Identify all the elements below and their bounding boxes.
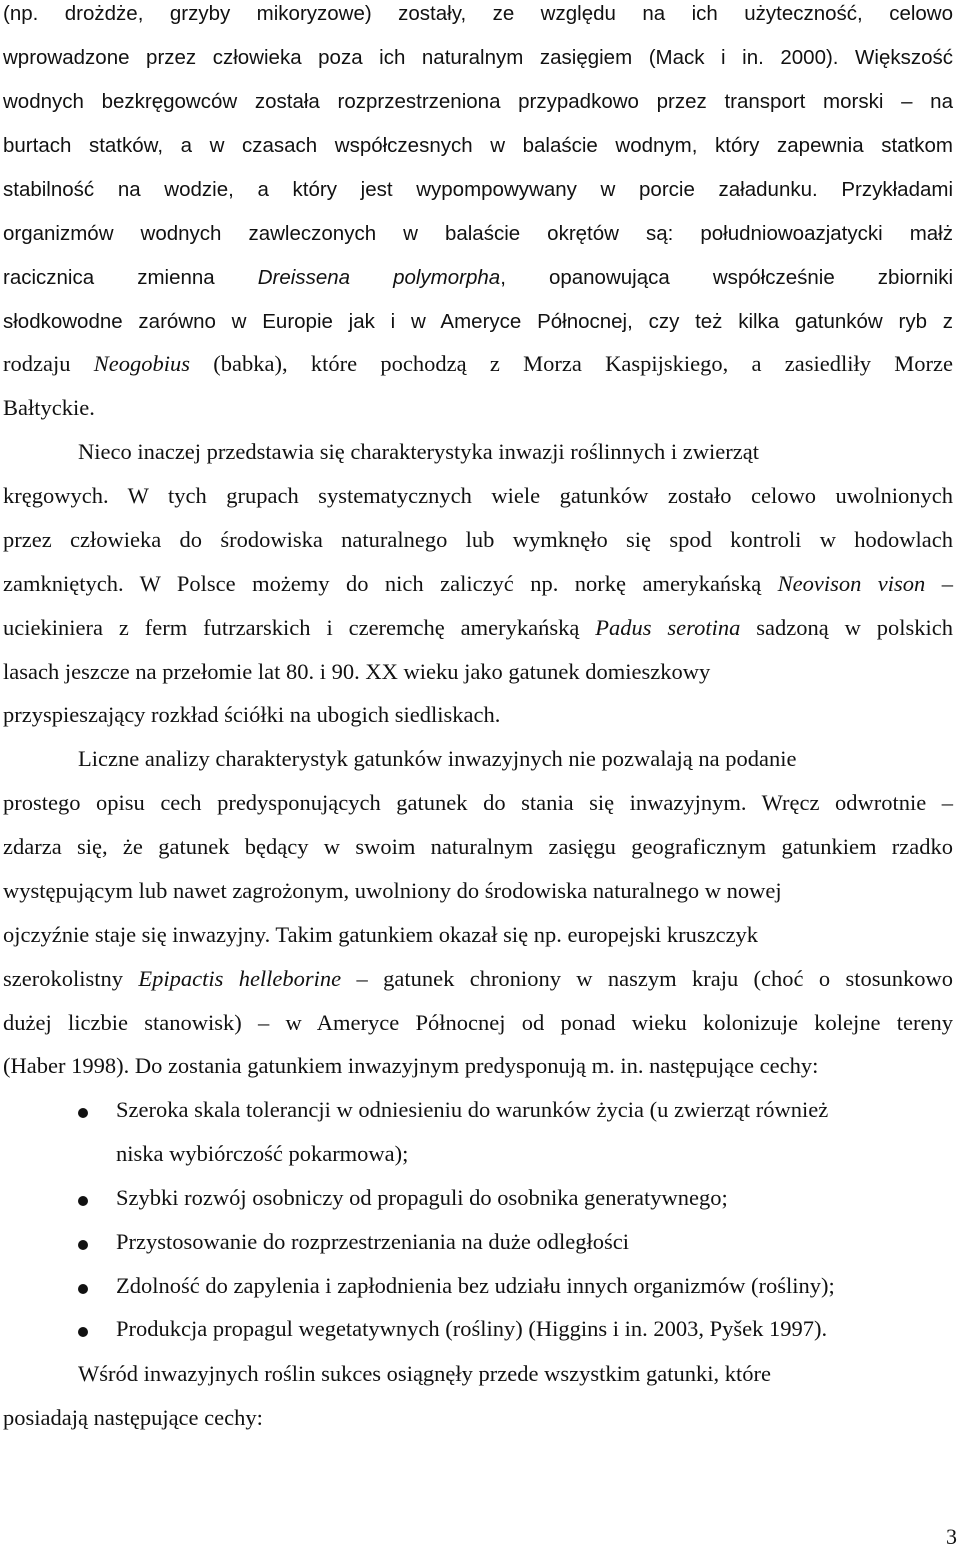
text-run: Przystosowanie do rozprzestrzeniania na duże odległości	[116, 1229, 629, 1254]
text-run: występującym lub nawet zagrożonym, uwolniony do środowiska naturalnego w nowej	[3, 878, 782, 903]
list-item	[116, 1185, 728, 1211]
text-line	[3, 527, 953, 553]
text-run: kręgowych. W tych grupach systematycznych wiele gatunków zostało celowo uwolnionych	[3, 483, 953, 508]
text-line	[3, 702, 500, 728]
text-run: lasach jeszcze na przełomie lat 80. i 90. XX wieku jako gatunek domieszkowy	[3, 659, 711, 684]
bullet-icon	[76, 1325, 90, 1339]
text-run: organizmów wodnych zawleczonych w balaście okrętów są: południowoazjatycki małż	[3, 222, 953, 245]
text-run: Zdolność do zapylenia i zapłodnienia bez udziału innych organizmów (rośliny);	[116, 1273, 835, 1298]
text-line	[3, 178, 953, 202]
text-run: niska wybiórczość pokarmowa);	[116, 1141, 409, 1166]
bullet-icon	[76, 1238, 90, 1252]
text-run: przyspieszający rozkład ściółki na ubogich siedliskach.	[3, 702, 501, 727]
text-line	[78, 1361, 771, 1387]
text-line	[3, 351, 953, 377]
text-run: Wśród inwazyjnych roślin sukces osiągnęły przede wszystkim gatunki, które	[78, 1361, 771, 1386]
text-run: wodnych bezkręgowców została rozprzestrzeniona przypadkowo przez transport morski – na	[3, 90, 953, 113]
bullet-icon	[76, 1106, 90, 1120]
text-run: stabilność na wodzie, a który jest wypompowywany w porcie załadunku. Przykładami	[3, 178, 953, 201]
italic-term: Dreissena polymorpha	[257, 266, 501, 289]
text-line	[3, 1405, 263, 1431]
list-item	[116, 1097, 828, 1123]
list-item	[116, 1273, 835, 1299]
italic-term: Padus serotina	[595, 615, 741, 640]
text-run: sadzoną w polskich	[740, 615, 954, 640]
text-line	[3, 1010, 953, 1036]
text-run: (np. drożdże, grzyby mikoryzowe) zostały, ze względu na ich użyteczność, celowo	[3, 2, 953, 25]
text-run: racicznica zmienna	[3, 266, 258, 289]
text-run: zamkniętych. W Polsce możemy do nich zaliczyć np. norkę amerykańską	[3, 571, 778, 596]
text-run: ojczyźnie staje się inwazyjny. Takim gatunkiem okazał się np. europejski kruszczyk	[3, 922, 759, 947]
text-line	[3, 266, 953, 290]
text-run: , opanowująca współcześnie zbiorniki	[500, 266, 953, 289]
text-run: uciekiniera z ferm futrzarskich i czeremchę amerykańską	[3, 615, 596, 640]
italic-term: Neogobius	[93, 351, 191, 376]
text-run: (babka), które pochodzą z Morza Kaspijskiego, a zasiedliły Morze	[190, 351, 954, 376]
text-line	[3, 659, 710, 685]
list-item-continuation	[116, 1141, 408, 1167]
text-line	[3, 922, 758, 948]
text-line	[3, 1053, 818, 1079]
text-line	[3, 571, 953, 597]
text-run: szerokolistny	[3, 966, 139, 991]
text-line	[3, 966, 953, 992]
list-item	[116, 1229, 629, 1255]
text-run: Szybki rozwój osobniczy od propaguli do osobnika generatywnego;	[116, 1185, 728, 1210]
text-run: – gatunek chroniony w naszym kraju (choć o stosunkowo	[341, 966, 953, 991]
text-run: przez człowieka do środowiska naturalnego lub wymknęło się spod kontroli w hodowlach	[3, 527, 953, 552]
text-run: Produkcja propagul wegetatywnych (rośliny) (Higgins i in. 2003, Pyšek 1997).	[116, 1316, 828, 1341]
text-line	[78, 439, 759, 465]
text-line	[3, 790, 953, 816]
text-line	[78, 746, 796, 772]
text-run: Liczne analizy charakterystyk gatunków inwazyjnych nie pozwalają na podanie	[78, 746, 797, 771]
page-number: 3	[946, 1524, 957, 1549]
text-run: Szeroka skala tolerancji w odniesieniu do warunków życia (u zwierząt również	[116, 1097, 829, 1122]
bullet-icon	[76, 1282, 90, 1296]
text-line	[3, 483, 953, 509]
text-line	[3, 310, 953, 334]
text-run: –	[925, 571, 954, 596]
text-run: posiadają następujące cechy:	[3, 1405, 263, 1430]
bullet-icon	[76, 1194, 90, 1208]
text-line	[3, 90, 953, 114]
text-run: słodkowodne zarówno w Europie jak i w Ameryce Północnej, czy też kilka gatunków ryb z	[3, 310, 953, 333]
text-run: Nieco inaczej przedstawia się charakterystyka inwazji roślinnych i zwierząt	[78, 439, 759, 464]
text-run: (Haber 1998). Do zostania gatunkiem inwazyjnym predysponują m. in. następujące cechy:	[3, 1053, 819, 1078]
text-run: burtach statków, a w czasach współczesnych w balaście wodnym, który zapewnia statkom	[3, 134, 953, 157]
text-line	[3, 2, 953, 26]
text-line	[3, 134, 953, 158]
text-run: dużej liczbie stanowisk) – w Ameryce Północnej od ponad wieku kolonizuje kolejne tereny	[3, 1010, 953, 1035]
text-line	[3, 878, 782, 904]
text-run: Bałtyckie.	[3, 395, 95, 420]
text-line	[3, 46, 953, 70]
text-run: prostego opisu cech predysponujących gatunek do stania się inwazyjnym. Wręcz odwrotnie –	[3, 790, 953, 815]
list-item	[116, 1316, 827, 1342]
text-line	[3, 222, 953, 246]
italic-term: Epipactis helleborine	[138, 966, 342, 991]
text-run: rodzaju	[3, 351, 94, 376]
text-line	[3, 834, 953, 860]
text-line	[3, 395, 95, 421]
text-run: wprowadzone przez człowieka poza ich naturalnym zasięgiem (Mack i in. 2000). Większość	[3, 46, 953, 69]
italic-term: Neovison vison	[777, 571, 926, 596]
text-line	[3, 615, 953, 641]
text-run: zdarza się, że gatunek będący w swoim naturalnym zasięgu geograficznym gatunkiem rzadko	[3, 834, 953, 859]
